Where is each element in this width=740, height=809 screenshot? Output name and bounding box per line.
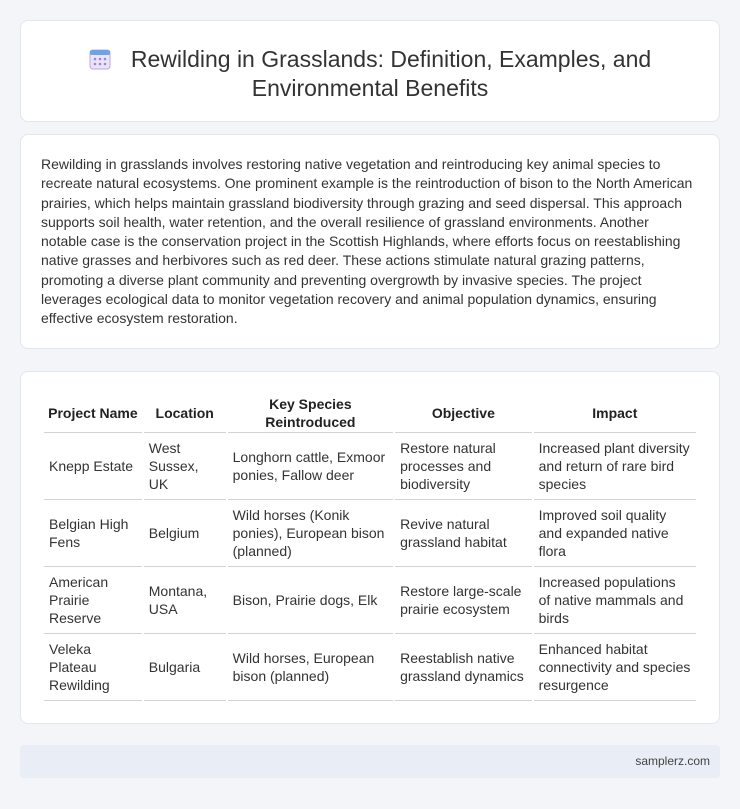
table-row (44, 634, 696, 701)
footer-bar (20, 745, 720, 778)
header-key-species: Key Species Reintroduced (228, 394, 393, 433)
page-title (21, 45, 719, 103)
table-row (44, 567, 696, 634)
projects-table (42, 394, 698, 701)
title-line-1: Rewilding in Grasslands: Definition, Examples, and (130, 46, 652, 72)
calendar-icon (89, 48, 111, 70)
cell-key-species: Longhorn cattle, Exmoor ponies, Fallow deer (228, 433, 393, 500)
table-header-row (44, 394, 696, 433)
header-objective: Objective (395, 394, 532, 433)
projects-table-card (20, 371, 720, 724)
footer-brand-link[interactable]: samplerz.com (635, 754, 710, 768)
cell-impact: Enhanced habitat connectivity and species resurgence (534, 634, 696, 701)
table-row (44, 433, 696, 500)
cell-project-name: Knepp Estate (44, 433, 142, 500)
header-project-name: Project Name (44, 394, 142, 433)
cell-key-species: Wild horses, European bison (planned) (228, 634, 393, 701)
cell-location: Montana, USA (144, 567, 226, 634)
intro-card (20, 134, 720, 349)
cell-impact: Increased populations of native mammals and birds (534, 567, 696, 634)
table-row (44, 500, 696, 567)
cell-objective: Reestablish native grassland dynamics (395, 634, 532, 701)
cell-objective: Revive natural grassland habitat (395, 500, 532, 567)
cell-key-species: Bison, Prairie dogs, Elk (228, 567, 393, 634)
cell-project-name: Belgian High Fens (44, 500, 142, 567)
cell-project-name: Veleka Plateau Rewilding (44, 634, 142, 701)
cell-project-name: American Prairie Reserve (44, 567, 142, 634)
cell-objective: Restore natural processes and biodiversity (395, 433, 532, 500)
cell-location: Bulgaria (144, 634, 226, 701)
title-card (20, 20, 720, 122)
title-line-2: Environmental Benefits (251, 75, 489, 101)
cell-objective: Restore large-scale prairie ecosystem (395, 567, 532, 634)
header-location: Location (144, 394, 226, 433)
cell-location: Belgium (144, 500, 226, 567)
cell-location: West Sussex, UK (144, 433, 226, 500)
cell-key-species: Wild horses (Konik ponies), European bison (planned) (228, 500, 393, 567)
cell-impact: Increased plant diversity and return of rare bird species (534, 433, 696, 500)
intro-paragraph: Rewilding in grasslands involves restoring native vegetation and reintroducing key animal species to recreate natural ecosystems. One prominent example is the reintroduction of bison to the North American prairies, which helps maintain grassland biodiversity through grazing and seed dispersal. This approach supports soil health, water retention, and the overall resilience of grassland environments. Another notable case is the conservation project in the Scottish Highlands, where efforts focus on reestablishing native grasses and herbivores such as red deer. These actions stimulate natural grazing patterns, promoting a diverse plant community and preventing overgrowth by invasive species. The project leverages ecological data to monitor vegetation recovery and animal population dynamics, ensuring effective ecosystem restoration. (41, 156, 693, 327)
header-impact: Impact (534, 394, 696, 433)
cell-impact: Improved soil quality and expanded native flora (534, 500, 696, 567)
